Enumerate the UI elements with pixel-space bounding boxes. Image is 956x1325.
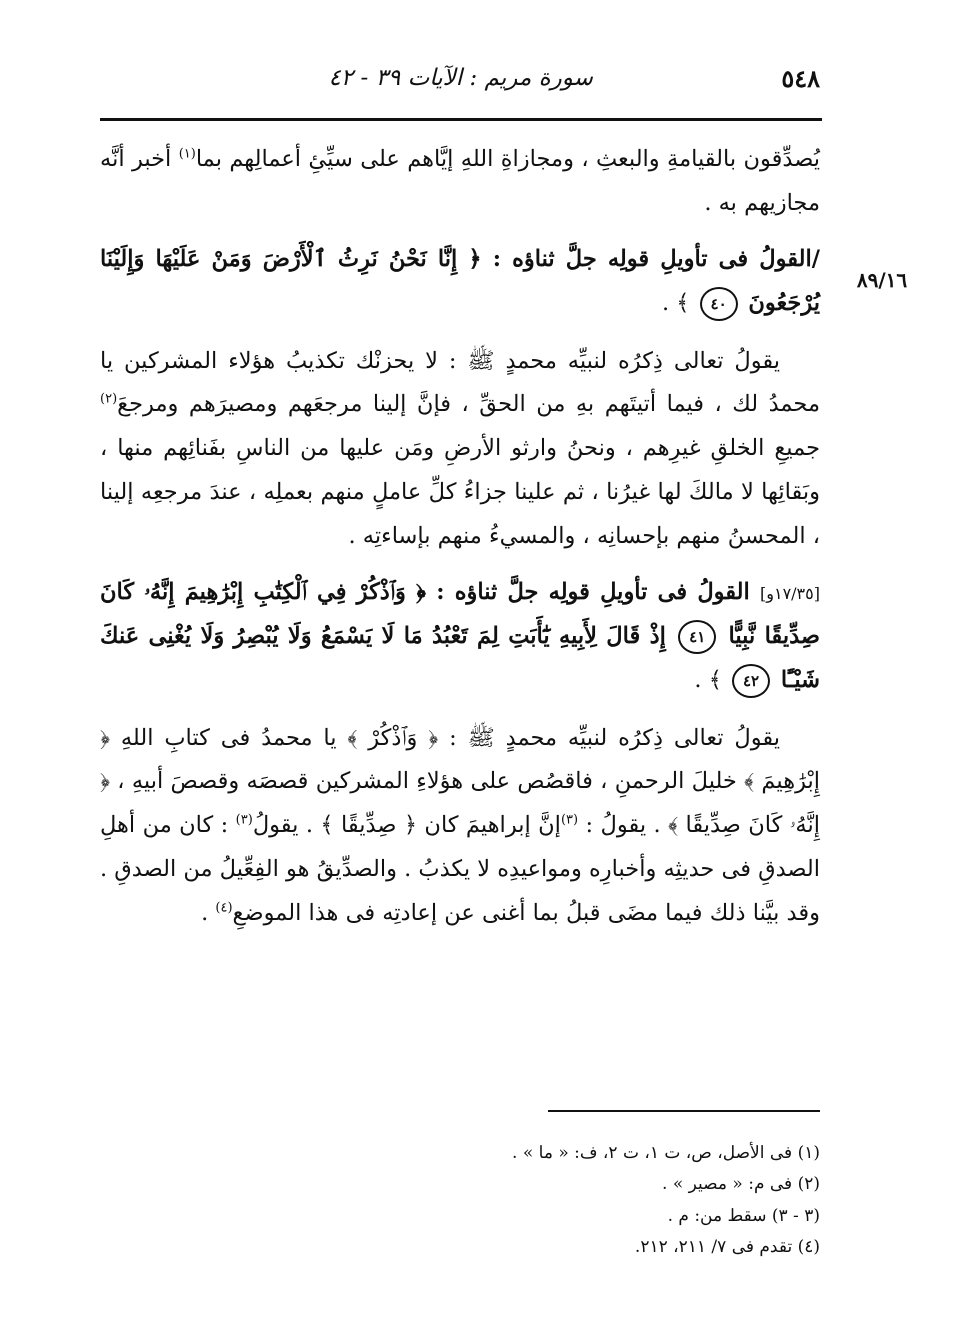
footnote-ref-4: (٤) xyxy=(215,900,233,916)
p2-text-b: جميعِ الخلقِ غيرِهم ، ونحنُ وارثو الأرضِ ومَن عليها من الناسِ بفَنائِهم منها ، وبَقائِها لا مالكَ لها غيرُنا ، ثم علينا جزاءُ كلِّ عاملٍ منهم بعملِه ، عندَ مرجعِه إلينا ، المحسنُ منهم بإحسانِه ، والمسيءُ منهم بإساءتِه . xyxy=(100,435,820,549)
p1-text-b: أخبر أنَّه مجازيهم به . xyxy=(100,146,820,216)
paragraph-3 xyxy=(100,717,820,936)
footnote-3: (٣ - ٣) سقط من: م . xyxy=(667,1205,820,1226)
tafsir-heading-1 xyxy=(100,238,820,326)
footnote-rule xyxy=(548,1110,820,1112)
paragraph-2 xyxy=(100,340,820,559)
margin-volume-ref: ٨٩/١٦ xyxy=(856,268,908,292)
page-number: ٥٤٨ xyxy=(781,63,820,93)
ayah-marker-40: ٤٠ xyxy=(700,287,738,321)
ayah-marker-41: ٤١ xyxy=(678,620,716,654)
footnotes xyxy=(100,1138,820,1264)
paragraph-1 xyxy=(100,138,820,226)
tafsir-heading-2 xyxy=(100,571,820,703)
footnote-ref-3b: (٣) xyxy=(235,812,253,828)
ayah-marker-42: ٤٢ xyxy=(732,664,770,698)
footnote-ref-1: (١) xyxy=(178,146,196,162)
page-header xyxy=(100,56,820,100)
p3-text-c: : كان من أهلِ الصدقِ فى حديثِه وأخبارِه ومواعيدِه لا يكذبُ . والصدِّيقُ هو الفِعِّيلُ من الصدقِ . وقد بيَّنا ذلك فيما مضَى قبلُ بما أغنى عن إعادتِه فى هذا الموضعِ xyxy=(100,812,820,926)
p3-end: . xyxy=(201,900,216,926)
main-text xyxy=(100,138,820,948)
p3-text-b: إنَّ إبراهيمَ كان ﴿ صِدِّيقًا ﴾ . يقولُ xyxy=(252,812,561,839)
surah-title: سورة مريم : الآيات ٣٩ - ٤٢ xyxy=(328,65,593,91)
heading-1-prefix: /القولُ فى تأويلِ قولِه جلَّ ثناؤه : xyxy=(481,245,820,272)
footnote-2: (٢) فى م: « مصير » . xyxy=(662,1174,820,1195)
heading-2-prefix: القولُ فى تأويلِ قولِه جلَّ ثناؤه : xyxy=(426,578,760,605)
footnote-4: (٤) تقدم فى ٧/ ٢١١، ٢١٢. xyxy=(634,1237,820,1258)
footnote-1: (١) فى الأصل، ص، ت ١، ت ٢، ف: « ما » . xyxy=(512,1143,820,1163)
p1-text-a: يُصدِّقون بالقيامةِ والبعثِ ، ومجازاةِ اللهِ إيَّاهم على سيِّئِ أعمالِهم بما xyxy=(195,146,821,172)
heading-2-verse-b: إِذْ قَالَ لِأَبِيهِ يَٰٓأَبَتِ لِمَ تَعْبُدُ مَا لَا يَسْمَعُ وَلَا يُبْصِرُ وَلَا يُغْنِى عَنكَ شَيْـًٔا xyxy=(100,622,820,693)
p2-text-a: يقولُ تعالى ذِكرُه لنبيِّه محمدٍ ﷺ : لا يحزنْك تكذيبُ هؤلاء المشركين يا محمدُ لك ، فيما أتيتَهم بهِ من الحقِّ ، فإنَّ إلينا مرجعَهم ومصيرَهم ومرجعَ xyxy=(100,347,820,418)
footnote-ref-2: (٢) xyxy=(100,391,118,407)
footnote-ref-3a: (٣) xyxy=(560,812,579,828)
heading-1-end: ﴾ . xyxy=(661,289,697,316)
heading-2-end: ﴾ . xyxy=(694,666,730,693)
manuscript-ref: [١٧/٣٥و] xyxy=(760,583,820,603)
heading-1-verse: ﴿ إِنَّا نَحْنُ نَرِثُ ٱلْأَرْضَ وَمَنْ عَلَيْهَا وَإِلَيْنَا يُرْجَعُونَ xyxy=(100,245,820,316)
heading-2-verse-a: ﴿ وَٱذْكُرْ فِي ٱلْكِتَٰبِ إِبْرَٰهِيمَ إِنَّهُۥ كَانَ صِدِّيقًا نَّبِيًّا xyxy=(100,578,820,649)
p3-text-a: يقولُ تعالى ذِكرُه لنبيِّه محمدٍ ﷺ : ﴿ وَٱذْكُرْ ﴾ يا محمدُ فى كتابِ اللهِ ﴿ إِبْرَٰهِيمَ ﴾ خليلَ الرحمنِ ، فاقصُص على هؤلاءِ المشركين قصصَه وقصصَ أبيهِ ، ﴿ إِنَّهُۥ كَانَ صِدِّيقًا ﴾ . يقولُ : xyxy=(100,724,820,839)
header-rule xyxy=(100,118,822,121)
